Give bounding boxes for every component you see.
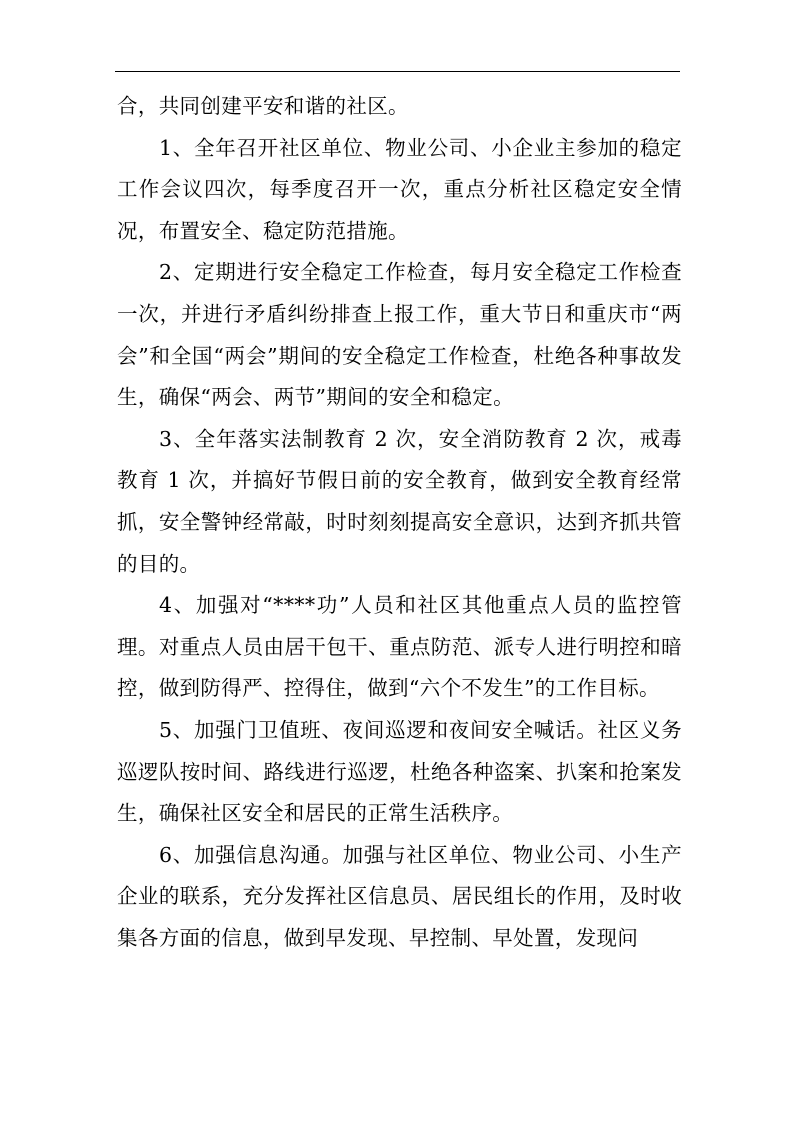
paragraph-item-1: 1、全年召开社区单位、物业公司、小企业主参加的稳定工作会议四次，每季度召开一次，重点分析社区稳定安全情况，布置安全、稳定防范措施。 xyxy=(117,135,682,243)
paragraph-item-2: 2、定期进行安全稳定工作检查，每月安全稳定工作检查一次，并进行矛盾纠纷排查上报工作，重大节日和重庆市“两会”和全国“两会”期间的安全稳定工作检查，杜绝各种事故发生，确保“两会、两节”期间的安全和稳定。 xyxy=(117,260,682,410)
document-body xyxy=(117,86,682,959)
paragraph-item-3: 3、全年落实法制教育 2 次，安全消防教育 2 次，戒毒教育 1 次，并搞好节假日前的安全教育，做到安全教育经常抓，安全警钟经常敲，时时刻刻提高安全意识，达到齐抓共管的目的。 xyxy=(117,426,682,576)
paragraph-continuation: 合，共同创建平安和谐的社区。 xyxy=(117,94,409,118)
paragraph-item-5: 5、加强门卫值班、夜间巡逻和夜间安全喊话。社区义务巡逻队按时间、路线进行巡逻，杜绝各种盗案、扒案和抢案发生，确保社区安全和居民的正常生活秩序。 xyxy=(117,717,682,826)
paragraph-item-6: 6、加强信息沟通。加强与社区单位、物业公司、小生产企业的联系，充分发挥社区信息员、居民组长的作用，及时收集各方面的信息，做到早发现、早控制、早处置，发现问 xyxy=(117,842,682,950)
header-rule xyxy=(115,71,680,72)
paragraph-item-4: 4、加强对“****功”人员和社区其他重点人员的监控管理。对重点人员由居干包干、重点防范、派专人进行明控和暗控，做到防得严、控得住，做到“六个不发生”的工作目标。 xyxy=(117,593,682,701)
